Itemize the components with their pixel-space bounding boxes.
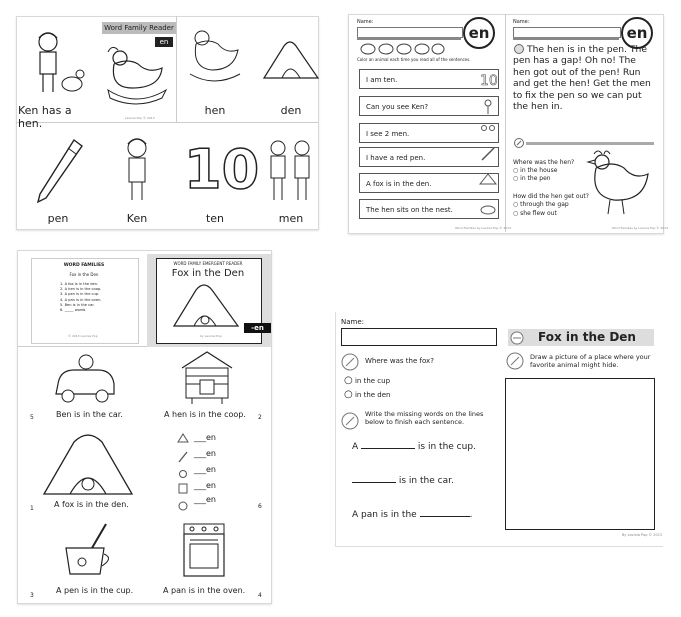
sentence-row-5: A fox is in the den. <box>359 173 499 193</box>
fox-q1-icon <box>341 353 359 371</box>
hen-story-text: The hen is in the pen. The pen has a gap! Oh no! The hen got out of the pen! Run and get the hen! Get the men to fix the pen so we can put the hen in. <box>513 44 651 113</box>
den-label: den <box>280 104 302 117</box>
blank-line-4[interactable]: ___en <box>194 481 216 490</box>
men-illustration <box>266 138 316 204</box>
blank-line-5[interactable]: ___en <box>194 495 216 504</box>
ken-illustration <box>120 134 154 204</box>
fox-blank-1[interactable] <box>361 448 415 449</box>
right-sheet-mid-bar <box>526 142 654 145</box>
pen-in-cup-illustration <box>62 522 114 578</box>
left-sheet-instruction: Color an animal each time you read all of the sentences. <box>357 57 471 62</box>
ken-label: Ken <box>126 212 148 225</box>
word-families-footer: © 2013 Lavinia Pop <box>68 334 98 338</box>
cup-caption: A pen is in the cup. <box>56 586 134 595</box>
page-number-1: 1 <box>30 505 34 512</box>
fox-sentence-3: A pan is in the . <box>352 510 473 520</box>
fox-sentence-1: A is in the cup. <box>352 442 476 452</box>
hen-on-nest-illustration <box>104 44 168 106</box>
blank-line-2[interactable]: ___en <box>194 449 216 458</box>
pencil-icon <box>514 138 524 148</box>
cover-den-illustration <box>170 282 242 330</box>
den-illustration <box>262 38 320 82</box>
left-sheet-header-bar <box>357 37 461 40</box>
pen-illustration <box>34 136 84 206</box>
word-families-title: WORD FAMILIES <box>63 263 105 268</box>
reader-cover-sentence: Ken has a hen. <box>18 104 72 130</box>
boy-with-hen-illustration <box>30 28 90 100</box>
fox-q1-option-2[interactable]: ○ in the den <box>344 389 391 400</box>
animal-row-illustration <box>360 42 445 56</box>
den-caption: A fox is in the den. <box>54 500 129 509</box>
emergent-reader-tag: -en <box>244 323 271 333</box>
emergent-reader-title: Fox in the Den <box>171 268 245 279</box>
blank-line-3[interactable]: ___en <box>194 465 216 474</box>
fox-in-den-illustration <box>40 432 136 498</box>
right-sheet-en-badge: en <box>621 17 653 49</box>
right-sheet-footer: Word Families by Lavinia Pop © 2013 <box>612 226 669 230</box>
fox-name-label: Name: <box>341 318 365 326</box>
left-sheet-en-badge: en <box>463 17 495 49</box>
fox-write-icon <box>341 412 359 430</box>
emergent-reader-footer: by Lavinia Pop <box>200 334 222 338</box>
fox-header-title: Fox in the Den <box>538 330 636 344</box>
word-families-list: 1. A fox is in the den. 2. A hen is in the coop. 3. A pen is in the cup. 4. A pan is in the oven. 5. Ben is in the car. 6. _____ words <box>60 282 102 313</box>
fox-name-input[interactable] <box>341 328 497 346</box>
page-number-3: 3 <box>30 592 34 599</box>
hen-question-2: How did the hen get out? <box>513 193 589 200</box>
fox-q1-option-1[interactable]: ○ in the cup <box>344 375 391 386</box>
sentence-row-3: I see 2 men. <box>359 123 499 143</box>
emergent-reader-label: WORD FAMILY EMERGENT READER <box>173 261 243 266</box>
fox-worksheet-footer: By Lavinia Pop © 2013 <box>622 533 663 537</box>
fox-write-prompt: Write the missing words on the lines below to finish each sentence. <box>365 410 484 426</box>
sentence-row-2: Can you see Ken? <box>359 96 499 116</box>
fox-drawing-box[interactable] <box>505 378 655 530</box>
hen-drawing <box>586 150 652 220</box>
reader-family-tag: en <box>155 37 173 47</box>
reader-title-bar: Word Family Reader <box>102 22 176 34</box>
pan-in-oven-illustration <box>180 522 228 580</box>
blank-word-icons <box>176 432 190 512</box>
ten-number-illustration: 10 <box>184 138 260 201</box>
page-number-6: 6 <box>258 503 262 510</box>
oven-caption: A pan is in the oven. <box>163 586 246 595</box>
hen-q1-option-1[interactable]: ○ in the house <box>513 167 558 174</box>
en-worksheets-divider <box>505 14 506 232</box>
right-sheet-header-bar <box>513 37 619 40</box>
fox-worksheet-shadow-bottom <box>335 546 663 547</box>
reader-cover-footer: Lavinia Pop © 2013 <box>125 116 155 120</box>
hen-question-1: Where was the hen? <box>513 159 575 166</box>
fox-blank-3[interactable] <box>420 516 470 517</box>
hen-q2-option-2[interactable]: ○ she flew out <box>513 210 557 217</box>
left-sheet-name-label: Name: <box>357 19 374 25</box>
word-families-subtitle: Fox in the Den <box>69 272 99 277</box>
coop-caption: A hen is in the coop. <box>164 410 246 419</box>
fox-draw-icon <box>506 352 524 370</box>
hen-in-coop-illustration <box>180 350 234 406</box>
page-number-2: 2 <box>258 414 262 421</box>
hen-q2-option-1[interactable]: ○ through the gap <box>513 201 569 208</box>
hen-q1-option-2[interactable]: ○ in the pen <box>513 175 551 182</box>
hen-label: hen <box>204 104 226 117</box>
pen-label: pen <box>47 212 69 225</box>
fox-question-1: Where was the fox? <box>365 357 434 365</box>
sentence-row-4: I have a red pen. <box>359 147 499 167</box>
ben-in-car-illustration <box>50 352 120 404</box>
hen-illustration <box>188 24 242 90</box>
reader-divider-v <box>176 16 177 123</box>
page-number-4: 4 <box>258 592 262 599</box>
fox-blank-2[interactable] <box>352 482 396 483</box>
right-sheet-name-label: Name: <box>513 19 530 25</box>
svg-text:10: 10 <box>480 73 498 89</box>
ten-label: ten <box>205 212 225 225</box>
page-number-5: 5 <box>30 414 34 421</box>
fox-sentence-2: is in the car. <box>352 476 454 486</box>
fox-worksheet-shadow-left <box>335 312 336 546</box>
car-caption: Ben is in the car. <box>56 410 123 419</box>
sentence-row-6: The hen sits on the nest. <box>359 199 499 219</box>
men-label: men <box>278 212 304 225</box>
sentence-row-1: I am ten. <box>359 69 499 89</box>
left-sheet-footer: Word Families by Lavinia Pop © 2013 <box>455 226 512 230</box>
row-picture-icons <box>478 70 498 220</box>
fox-draw-prompt: Draw a picture of a place where your favorite animal might hide. <box>530 353 651 369</box>
blank-line-1[interactable]: ___en <box>194 433 216 442</box>
